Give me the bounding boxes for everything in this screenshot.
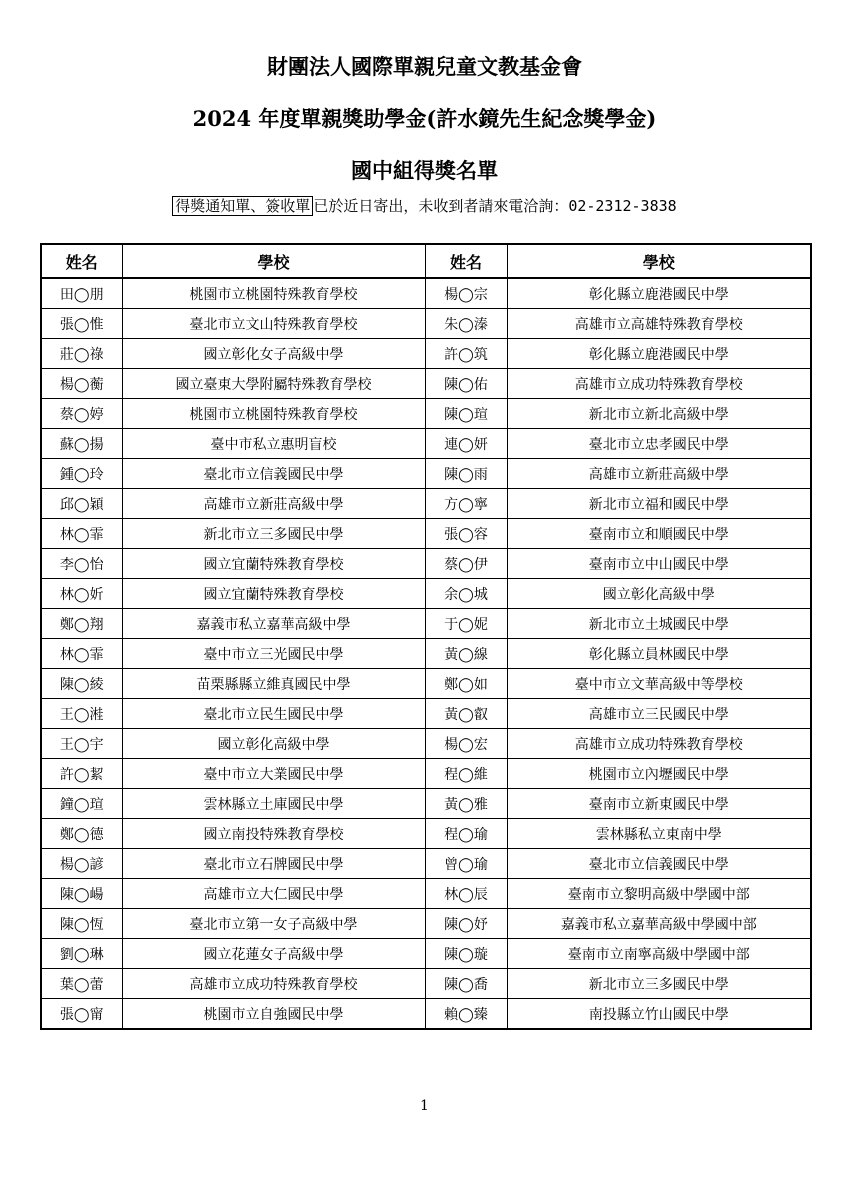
- student-name-left: 葉◯蕾: [41, 969, 122, 999]
- table-row: [41, 278, 811, 309]
- school-right: 臺北市立忠孝國民中學: [507, 429, 811, 459]
- student-name-left: 鄭◯德: [41, 819, 122, 849]
- school-left: 臺北市立文山特殊教育學校: [122, 309, 425, 339]
- table-row: [41, 339, 811, 369]
- table-row: [41, 909, 811, 939]
- school-right: 高雄市立成功特殊教育學校: [507, 369, 811, 399]
- awardee-table: [40, 243, 812, 1030]
- school-right: 臺南市立和順國民中學: [507, 519, 811, 549]
- notice-line: [0, 195, 849, 217]
- table-row: [41, 309, 811, 339]
- table-row: [41, 849, 811, 879]
- list-title: 國中組得獎名單: [351, 158, 498, 183]
- header-name-right: 姓名: [425, 244, 507, 278]
- school-left: 臺北市立信義國民中學: [122, 459, 425, 489]
- school-right: 高雄市立高雄特殊教育學校: [507, 309, 811, 339]
- school-left: 苗栗縣縣立維真國民中學: [122, 669, 425, 699]
- student-name-left: 陳◯綾: [41, 669, 122, 699]
- school-right: 新北市立三多國民中學: [507, 969, 811, 999]
- student-name-right: 陳◯佑: [425, 369, 507, 399]
- table-row: [41, 429, 811, 459]
- notice-text: 已於近日寄出，未收到者請來電洽詢：02-2312-3838: [313, 197, 677, 215]
- school-left: 臺中市立三光國民中學: [122, 639, 425, 669]
- student-name-left: 張◯惟: [41, 309, 122, 339]
- school-left: 桃園市立桃園特殊教育學校: [122, 399, 425, 429]
- student-name-right: 陳◯璇: [425, 939, 507, 969]
- school-left: 國立南投特殊教育學校: [122, 819, 425, 849]
- school-right: 臺南市立新東國民中學: [507, 789, 811, 819]
- student-name-left: 陳◯恆: [41, 909, 122, 939]
- student-name-right: 連◯妍: [425, 429, 507, 459]
- school-right: 臺南市立中山國民中學: [507, 549, 811, 579]
- table-row: [41, 759, 811, 789]
- school-left: 國立彰化女子高級中學: [122, 339, 425, 369]
- student-name-right: 朱◯溱: [425, 309, 507, 339]
- school-right: 臺南市立南寧高級中學國中部: [507, 939, 811, 969]
- school-right: 桃園市立內壢國民中學: [507, 759, 811, 789]
- student-name-right: 陳◯瑄: [425, 399, 507, 429]
- school-left: 國立宜蘭特殊教育學校: [122, 579, 425, 609]
- school-right: 臺中市立文華高級中等學校: [507, 669, 811, 699]
- student-name-left: 蘇◯揚: [41, 429, 122, 459]
- school-left: 桃園市立桃園特殊教育學校: [122, 278, 425, 309]
- school-left: 國立彰化高級中學: [122, 729, 425, 759]
- school-right: 高雄市立成功特殊教育學校: [507, 729, 811, 759]
- school-right: 新北市立福和國民中學: [507, 489, 811, 519]
- school-left: 臺北市立民生國民中學: [122, 699, 425, 729]
- student-name-left: 鍾◯玲: [41, 459, 122, 489]
- school-right: 彰化縣立鹿港國民中學: [507, 278, 811, 309]
- school-left: 國立臺東大學附屬特殊教育學校: [122, 369, 425, 399]
- student-name-left: 楊◯諺: [41, 849, 122, 879]
- table-row: [41, 639, 811, 669]
- school-left: 新北市立三多國民中學: [122, 519, 425, 549]
- notice-boxed-text: 得獎通知單、簽收單: [172, 196, 313, 216]
- student-name-left: 蔡◯婷: [41, 399, 122, 429]
- table-row: [41, 579, 811, 609]
- student-name-right: 方◯寧: [425, 489, 507, 519]
- student-name-left: 林◯霏: [41, 519, 122, 549]
- student-name-left: 劉◯琳: [41, 939, 122, 969]
- student-name-right: 陳◯妤: [425, 909, 507, 939]
- student-name-left: 張◯甯: [41, 999, 122, 1030]
- table-row: [41, 549, 811, 579]
- school-right: 高雄市立新莊高級中學: [507, 459, 811, 489]
- table-row: [41, 519, 811, 549]
- student-name-right: 程◯維: [425, 759, 507, 789]
- table-row: [41, 489, 811, 519]
- school-left: 桃園市立自強國民中學: [122, 999, 425, 1030]
- school-right: 新北市立新北高級中學: [507, 399, 811, 429]
- student-name-left: 莊◯祿: [41, 339, 122, 369]
- student-name-left: 王◯溎: [41, 699, 122, 729]
- student-name-right: 陳◯雨: [425, 459, 507, 489]
- school-right: 臺北市立信義國民中學: [507, 849, 811, 879]
- student-name-right: 賴◯臻: [425, 999, 507, 1030]
- student-name-left: 陳◯崵: [41, 879, 122, 909]
- student-name-right: 曾◯瑜: [425, 849, 507, 879]
- student-name-right: 楊◯宗: [425, 278, 507, 309]
- school-left: 高雄市立大仁國民中學: [122, 879, 425, 909]
- school-right: 高雄市立三民國民中學: [507, 699, 811, 729]
- foundation-title: 財團法人國際單親兒童文教基金會: [267, 54, 582, 79]
- student-name-left: 王◯宇: [41, 729, 122, 759]
- student-name-right: 鄭◯如: [425, 669, 507, 699]
- school-right: 彰化縣立員林國民中學: [507, 639, 811, 669]
- table-row: [41, 609, 811, 639]
- school-left: 高雄市立新莊高級中學: [122, 489, 425, 519]
- table-row: [41, 399, 811, 429]
- student-name-right: 陳◯喬: [425, 969, 507, 999]
- school-left: 國立宜蘭特殊教育學校: [122, 549, 425, 579]
- student-name-left: 林◯妡: [41, 579, 122, 609]
- table-row: [41, 789, 811, 819]
- school-right: 嘉義市私立嘉華高級中學國中部: [507, 909, 811, 939]
- student-name-left: 許◯絜: [41, 759, 122, 789]
- header-name-left: 姓名: [41, 244, 122, 278]
- school-left: 嘉義市私立嘉華高級中學: [122, 609, 425, 639]
- student-name-right: 林◯辰: [425, 879, 507, 909]
- table-row: [41, 459, 811, 489]
- student-name-right: 黃◯叡: [425, 699, 507, 729]
- table-row: [41, 969, 811, 999]
- school-left: 臺中市立大業國民中學: [122, 759, 425, 789]
- school-right: 國立彰化高級中學: [507, 579, 811, 609]
- table-row: [41, 729, 811, 759]
- student-name-left: 楊◯蘅: [41, 369, 122, 399]
- student-name-left: 林◯霏: [41, 639, 122, 669]
- header-school-right: 學校: [507, 244, 811, 278]
- school-right: 南投縣立竹山國民中學: [507, 999, 811, 1030]
- student-name-right: 黃◯線: [425, 639, 507, 669]
- table-row: [41, 999, 811, 1030]
- school-left: 臺北市立第一女子高級中學: [122, 909, 425, 939]
- student-name-right: 黃◯雅: [425, 789, 507, 819]
- school-right: 新北市立土城國民中學: [507, 609, 811, 639]
- table-row: [41, 939, 811, 969]
- student-name-right: 許◯筑: [425, 339, 507, 369]
- student-name-right: 余◯城: [425, 579, 507, 609]
- school-left: 臺北市立石牌國民中學: [122, 849, 425, 879]
- table-row: [41, 699, 811, 729]
- table-header-row: [41, 244, 811, 278]
- table-row: [41, 369, 811, 399]
- student-name-right: 楊◯宏: [425, 729, 507, 759]
- student-name-right: 于◯妮: [425, 609, 507, 639]
- table-row: [41, 879, 811, 909]
- student-name-left: 田◯朋: [41, 278, 122, 309]
- student-name-right: 張◯容: [425, 519, 507, 549]
- school-left: 臺中市私立惠明盲校: [122, 429, 425, 459]
- school-right: 臺南市立黎明高級中學國中部: [507, 879, 811, 909]
- student-name-left: 邱◯穎: [41, 489, 122, 519]
- table-row: [41, 819, 811, 849]
- student-name-right: 蔡◯伊: [425, 549, 507, 579]
- student-name-left: 鐘◯瑄: [41, 789, 122, 819]
- table-row: [41, 669, 811, 699]
- table-body: [41, 278, 811, 1029]
- school-left: 高雄市立成功特殊教育學校: [122, 969, 425, 999]
- student-name-left: 鄭◯翔: [41, 609, 122, 639]
- page-number: 1: [420, 1098, 429, 1114]
- school-right: 彰化縣立鹿港國民中學: [507, 339, 811, 369]
- scholarship-title: 2024 年度單親獎助學金(許水鏡先生紀念獎學金): [192, 106, 657, 131]
- school-left: 雲林縣立土庫國民中學: [122, 789, 425, 819]
- student-name-left: 李◯怡: [41, 549, 122, 579]
- school-left: 國立花蓮女子高級中學: [122, 939, 425, 969]
- student-name-right: 程◯瑜: [425, 819, 507, 849]
- header-school-left: 學校: [122, 244, 425, 278]
- school-right: 雲林縣私立東南中學: [507, 819, 811, 849]
